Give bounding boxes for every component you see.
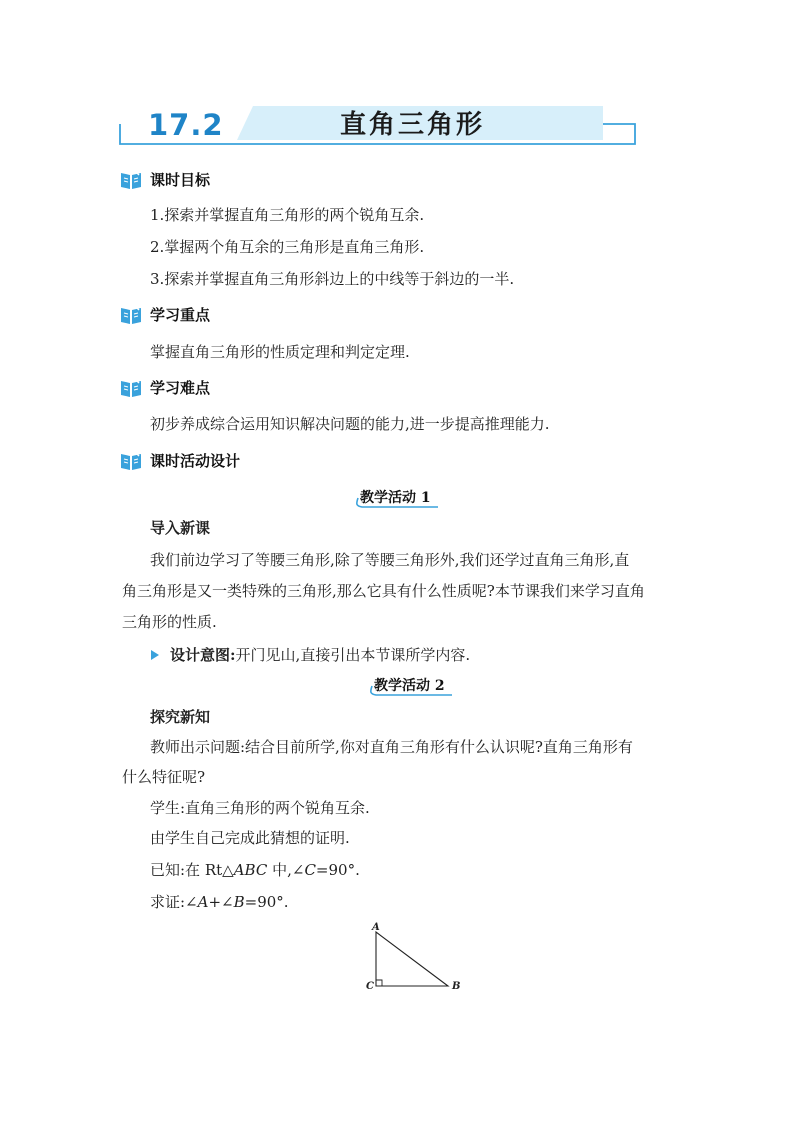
vertex-label-c: C <box>366 981 374 992</box>
activity-1-label: 教学活动 1 <box>360 490 431 506</box>
activity-2-subheading: 探究新知 <box>150 708 211 726</box>
goal-item-1: 1.探索并掌握直角三角形的两个锐角互余. <box>150 206 425 224</box>
prove-mid: +∠ <box>208 893 234 911</box>
section-heading: 课时活动设计 <box>150 452 241 470</box>
section-heading: 课时目标 <box>150 171 211 189</box>
prove-end: =90°. <box>244 893 289 911</box>
given-abc: ABC <box>233 861 268 879</box>
section-number: 17.2 <box>148 108 224 142</box>
activity-1-line-3: 三角形的性质. <box>122 613 217 631</box>
triangle-bullet-icon <box>150 650 160 660</box>
difficulty-text: 初步养成综合运用知识解决问题的能力,进一步提高推理能力. <box>150 415 550 433</box>
book-icon <box>120 451 142 471</box>
goal-item-3: 3.探索并掌握直角三角形斜边上的中线等于斜边的一半. <box>150 270 515 288</box>
activity-2-line-2: 什么特征呢? <box>122 768 206 786</box>
design-intent-label: 设计意图: <box>170 646 236 664</box>
book-icon <box>120 305 142 325</box>
proof-intro: 由学生自己完成此猜想的证明. <box>150 829 350 847</box>
given-mid: 中,∠ <box>267 861 305 879</box>
page-title: 直角三角形 <box>340 110 486 140</box>
design-intent-text: 开门见山,直接引出本节课所学内容. <box>235 646 471 664</box>
vertex-label-a: A <box>372 922 380 933</box>
given-prefix: 已知:在 Rt <box>150 861 223 879</box>
given-c: C <box>304 861 316 879</box>
prove-a: A <box>197 893 209 911</box>
given-statement <box>150 860 360 880</box>
section-heading: 学习重点 <box>150 306 211 324</box>
activity-2-line-1: 教师出示问题:结合目前所学,你对直角三角形有什么认识呢?直角三角形有 <box>150 738 633 756</box>
prove-b: B <box>233 893 245 911</box>
key-text: 掌握直角三角形的性质定理和判定定理. <box>150 343 410 361</box>
prove-statement <box>150 892 289 912</box>
activity-1-subheading: 导入新课 <box>150 519 211 537</box>
section-heading: 学习难点 <box>150 379 211 397</box>
goal-item-2: 2.掌握两个角互余的三角形是直角三角形. <box>150 238 425 256</box>
given-end: =90°. <box>315 861 360 879</box>
activity-1-line-1: 我们前边学习了等腰三角形,除了等腰三角形外,我们还学过直角三角形,直 <box>150 551 630 569</box>
vertex-label-b: B <box>452 981 461 992</box>
book-icon <box>120 378 142 398</box>
activity-1-line-2: 角三角形是又一类特殊的三角形,那么它具有什么性质呢?本节课我们来学习直角 <box>122 582 645 600</box>
design-intent <box>150 645 470 665</box>
student-answer: 学生:直角三角形的两个锐角互余. <box>150 799 370 817</box>
triangle-symbol: △ <box>222 861 234 879</box>
prove-prefix: 求证:∠ <box>150 893 198 911</box>
activity-2-label: 教学活动 2 <box>374 678 445 694</box>
book-icon <box>120 170 142 190</box>
